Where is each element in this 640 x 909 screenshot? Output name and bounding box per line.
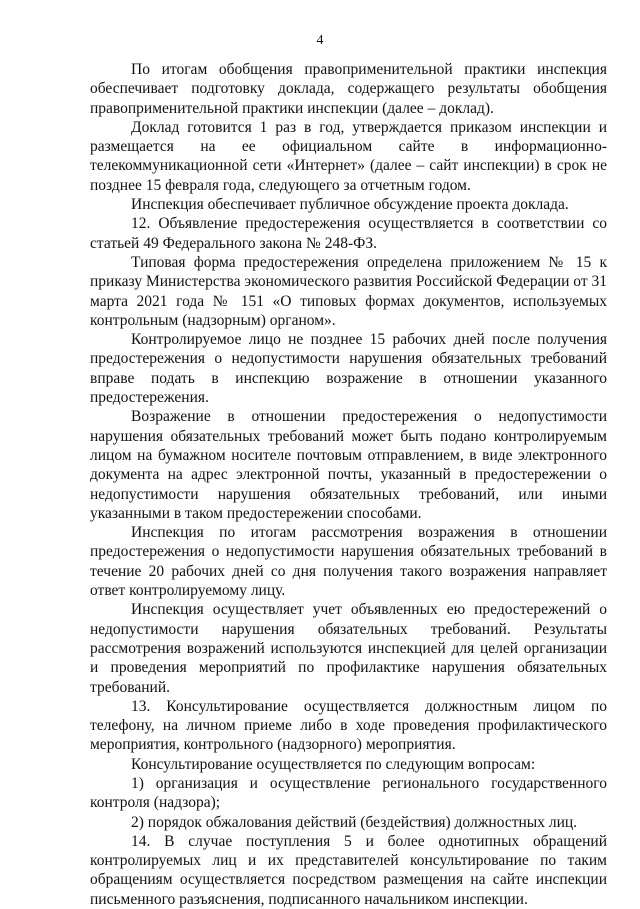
paragraph: Возражение в отношении предостережения о недопустимости нарушения обязательных требований может быть подано контролируемым лицом на бумажном носителе почтовым отправлением, в виде электронного документа на адрес электронной почты, указанный в предостережении о недопустимости нарушения обязательных требований, или иными указанными в таком предостережении способами.	[90, 408, 607, 522]
paragraph: Консультирование осуществляется по следующим вопросам:	[131, 755, 536, 773]
paragraph: Инспекция осуществляет учет объявленных ею предостережений о недопустимости нарушения обязательных требований. Результаты рассмотрения возражений используются инспекцией для целей организации и проведения мероприятий по профилактике нарушения обязательных требований.	[90, 601, 607, 696]
page-number: 4	[316, 33, 324, 48]
paragraph: Доклад готовится 1 раз в год, утверждается приказом инспекции и размещается на ее официальном сайте в информационно-телекоммуникационной сети «Интернет» (далее – сайт инспекции) в срок не позднее 15 февраля года, следующего за отчетным годом.	[90, 118, 607, 194]
paragraph: Контролируемое лицо не позднее 15 рабочих дней после получения предостережения о недопустимости нарушения обязательных требований вправе подать в инспекцию возражение в отношении указанного предостережения.	[90, 331, 607, 407]
paragraph: Типовая форма предостережения определена приложением № 15 к приказу Министерства экономического развития Российской Федерации от 31 марта 2021 года № 151 «О типовых формах документов, используемых контрольным (надзорным) органом».	[90, 253, 607, 329]
paragraph: Инспекция обеспечивает публичное обсуждение проекта доклада.	[131, 196, 569, 214]
paragraph: Инспекция по итогам рассмотрения возражения в отношении предостережения о недопустимости нарушения обязательных требований в течение 20 рабочих дней со дня получения такого возражения направляет ответ контролируемому лицу.	[90, 524, 607, 600]
paragraph: По итогам обобщения правоприменительной практики инспекция обеспечивает подготовку доклада, содержащего результаты обобщения правоприменительной практики инспекции (далее – доклад).	[90, 61, 607, 117]
paragraph: 2) порядок обжалования действий (бездействия) должностных лиц.	[131, 813, 578, 831]
paragraph: 14. В случае поступления 5 и более однотипных обращений контролируемых лиц и их представителей консультирование по таким обращениям осуществляется посредством размещения на сайте инспекции письменного разъяснения, подписанного начальником инспекции.	[90, 832, 607, 908]
paragraph: 12. Объявление предостережения осуществляется в соответствии со статьей 49 Федерального закона № 248-ФЗ.	[90, 215, 607, 252]
paragraph: 1) организация и осуществление регионального государственного контроля (надзора);	[90, 774, 607, 812]
paragraph: 13. Консультирование осуществляется должностным лицом по телефону, на личном приеме либо в ходе проведения профилактического мероприятия, контрольного (надзорного) мероприятия.	[90, 697, 607, 754]
document-body	[90, 60, 607, 909]
